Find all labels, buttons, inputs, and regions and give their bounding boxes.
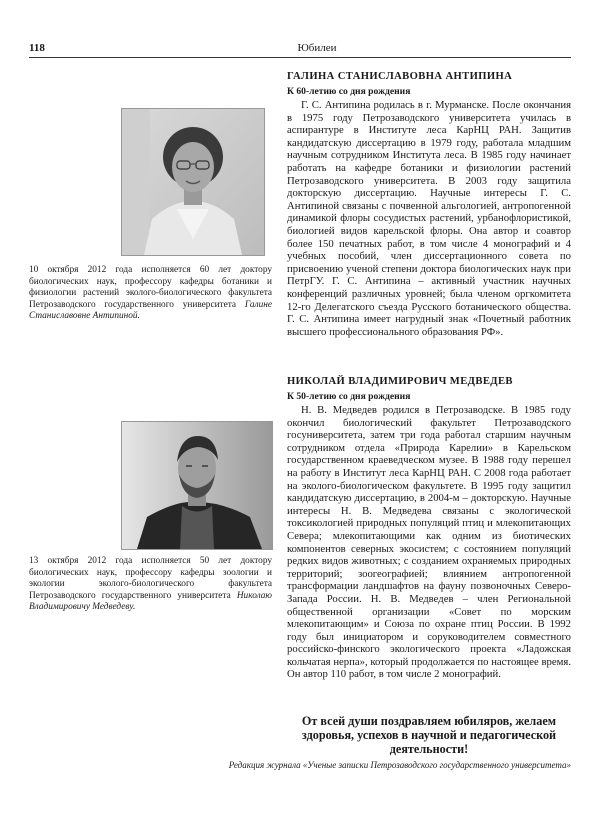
medvedev-photo <box>121 421 273 550</box>
medvedev-caption-text: 13 октября 2012 года исполняется 50 лет доктору биологических наук, профессору кафедры зоологии и экологии эколого-биологического факультета Петрозаводского государственного университета <box>29 556 272 601</box>
medvedev-name: НИКОЛАЙ ВЛАДИМИРОВИЧ МЕДВЕДЕВ <box>287 376 513 387</box>
medvedev-subtitle: К 50-летию со дня рождения <box>287 391 411 402</box>
header-divider <box>29 57 571 58</box>
antipina-subtitle: К 60-летию со дня рождения <box>287 86 411 97</box>
page-number: 118 <box>29 42 45 54</box>
congratulations-text: От всей души поздравляем юбиляров, желаем здоровья, успехов в научной и педагогической деятельности! <box>301 714 557 756</box>
antipina-name: ГАЛИНА СТАНИСЛАВОВНА АНТИПИНА <box>287 71 513 82</box>
antipina-caption <box>29 265 272 323</box>
medvedev-caption <box>29 556 272 614</box>
antipina-caption-text: 10 октября 2012 года исполняется 60 лет доктору биологических наук, профессору кафедры ботаники и физиологии растений эколого-биологического факультета Петрозаводского государственного университета <box>29 265 272 310</box>
section-title: Юбилеи <box>297 42 337 54</box>
medvedev-caption-name: Николаю Владимировичу Медведеву. <box>29 590 272 613</box>
portrait-man-icon <box>122 422 272 549</box>
editorial-signature: Редакция журнала «Ученые записки Петрозаводского государственного университета» <box>228 760 571 770</box>
antipina-caption-name: Галине Станиславовне Антипиной. <box>29 299 272 322</box>
medvedev-bio: Н. В. Медведев родился в Петрозаводске. В 1985 году окончил биологический факультет Петрозаводского госуниверситета, затем три года работал старшим научным сотрудником отдела «Природа Карелии» в Карельском государственном краеведческом музее. В 1988 году перешел на работу в Институт леса КарНЦ РАН. С 2008 года работает на эколого-биологическом факультете. В 1995 году защитил кандидатскую диссертацию, в 2004-м – докторскую. Научные интересы Н. В. Медведева связаны с экологической токсикологией природных популяций птиц и млекопитающих Севера; млекопитающими как одним из биотических компонентов северных экосистем; с состоянием популяций редких видов животных; с созданием охраняемых природных территорий; зоогеографией; влиянием антропогенной трансформации ландшафтов на фауну позвоночных Северо-Запада России. Н. В. Медведев – член Региональной общественной организации «Совет по морским млекопитающим» и Союза по охране птиц России. В 1992 году был инициатором и соруководителем совместного российско-финского экологического проекта «Ладожская кольчатая нерпа», который продолжается по настоящее время. Он автор 110 работ, в том числе 2 монографий. <box>287 404 571 681</box>
antipina-photo <box>121 108 265 256</box>
antipina-bio: Г. С. Антипина родилась в г. Мурманске. После окончания в 1975 году Петрозаводского университета училась в аспирантуре в Институте леса КарНЦ РАН. Защитив кандидатскую диссертацию в 1979 году, работала младшим научным сотрудником Института леса. В 1985 году начинает работать на кафедре ботаники и физиологии растений Петрозаводского университета. В 2003 году защитила докторскую диссертацию. Научные интересы Г. С. Антипиной связаны с почвенной альгологией, антропогенной динамикой флоры сосудистых растений, урбанофлористикой, биологией видов карельской флоры. Она автор и соавтор более 150 печатных работ, в том числе 4 монографий и 4 учебных пособий, член диссертационного совета по присвоению ученой степени доктора биологических наук при ПетрГУ. Г. С. Антипина – активный участник научных конференций различных уровней; была членом оргкомитета 12-го Делегатского съезда Русского ботанического общества. Г. С. Антипина имеет нагрудный знак «Почетный работник высшего профессионального образования РФ». <box>287 99 571 338</box>
portrait-woman-icon <box>122 109 264 255</box>
